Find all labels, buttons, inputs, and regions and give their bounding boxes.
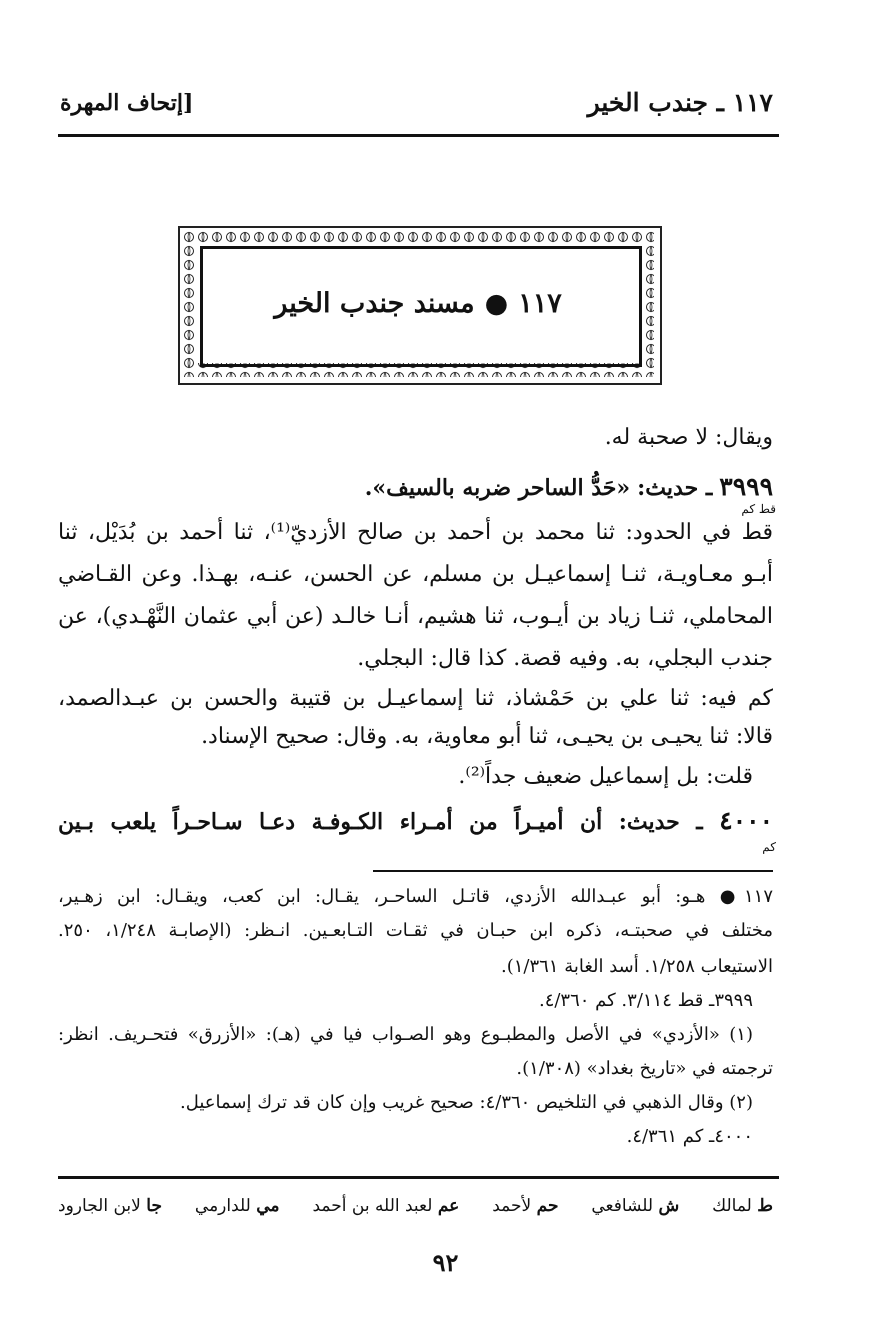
- hadith-text: ـ حديث: أن أميـراً من أمـراء الكـوفـة دعـا سـاحـراً يلعب بـين: [58, 809, 703, 835]
- page-number: ٩٢: [432, 1248, 459, 1277]
- hadith-number: ٤٠٠٠: [719, 806, 773, 835]
- footnote-line: (١) «الأزدي» في الأصل والمطبـوع وهو الصـواب فيا في (هـ): «الأزرق» فتحـريف. انظر:: [58, 1024, 753, 1045]
- book-title: [إتحاف المهرة: [60, 90, 194, 116]
- footnote-rule: [373, 870, 773, 872]
- source-sigla: قط كم: [741, 502, 776, 516]
- text-line: أبـو معـاويـة، ثنـا إسماعيـل بن مسلم، عن الحسن، عنـه، بهـذا. وعن القـاضي: [58, 562, 773, 587]
- chapter-number: ١١٧: [518, 288, 562, 319]
- text-line: قالا: ثنا يحيـى بن يحيـى، ثنا أبو معاوية، به. وقال: صحيح الإسناد.: [201, 724, 773, 749]
- text-line: ويقال: لا صحبة له.: [604, 425, 773, 450]
- running-title: ١١٧ ـ جندب الخير: [587, 88, 773, 117]
- text-line: قلت: بل إسماعيل ضعيف جداً⁽²⁾.: [458, 764, 753, 789]
- abbr-item: ط لمالك: [712, 1196, 773, 1216]
- abbr-item: عم لعبد الله بن أحمد: [312, 1196, 460, 1216]
- hadith-heading-4000: [58, 806, 773, 835]
- abbr-item: حم لأحمد: [492, 1196, 559, 1216]
- text-line: قط في الحدود: ثنا محمد بن أحمد بن صالح الأزديّ⁽¹⁾، ثنا أحمد بن بُدَيْل، ثنا: [58, 520, 773, 545]
- footnote-line: ١١٧● هـو: أبو عبـدالله الأزدي، قاتـل الساحـر، يقـال: ابن كعب، ويقـال: ابن زهـير،: [58, 886, 773, 907]
- footnote-line: ٣٩٩٩ـ قط ٣/١١٤. كم ٤/٣٦٠.: [538, 990, 753, 1011]
- footnote-line: ترجمته في «تاريخ بغداد» (١/٣٠٨).: [516, 1058, 773, 1079]
- hadith-number: ٣٩٩٩: [719, 472, 773, 501]
- abbreviations-key: [58, 1196, 773, 1216]
- hadith-heading-3999: [365, 472, 773, 501]
- source-sigla: كم: [762, 840, 776, 854]
- text-line: كم فيه: ثنا علي بن حَمْشاذ، ثنا إسماعيـل بن قتيبة والحسن بن عبـدالصمد،: [58, 686, 773, 711]
- abbr-item: مي للدارمي: [194, 1196, 280, 1216]
- abbreviations-rule: [58, 1176, 779, 1179]
- abbr-item: جا لابن الجارود: [58, 1196, 162, 1216]
- abbr-item: ش للشافعي: [591, 1196, 680, 1216]
- hadith-label: ـ حديث:: [637, 475, 713, 501]
- footnote-line: الاستيعاب ١/٢٥٨. أسد الغابة ١/٣٦١).: [500, 956, 773, 977]
- chapter-bullet: ●: [484, 288, 509, 319]
- chapter-title: مسند جندب الخير: [274, 288, 475, 319]
- header-rule: [58, 134, 779, 137]
- footnote-line: (٢) وقال الذهبي في التلخيص ٤/٣٦٠: صحيح غريب وإن كان قد ترك إسماعيل.: [179, 1092, 753, 1113]
- chapter-heading: [200, 246, 636, 361]
- text-line: جندب البجلي، به. وفيه قصة. كذا قال: البجلي.: [357, 646, 773, 671]
- footnote-line: مختلف في صحبتـه، ذكره ابن حبـان في ثقـات التـابعـين. انـظر: (الإصابـة ١/٢٤٨، ٢٥٠.: [58, 920, 773, 941]
- footnote-line: ٤٠٠٠ـ كم ٤/٣٦١.: [626, 1126, 753, 1147]
- hadith-text: «حَدُّ الساحر ضربه بالسيف».: [364, 475, 631, 501]
- text-line: المحاملي، ثنـا زياد بن أيـوب، ثنا هشيم، أنـا خالـد (عن أبي عثمان النَّهْـدي)، عن: [58, 604, 773, 629]
